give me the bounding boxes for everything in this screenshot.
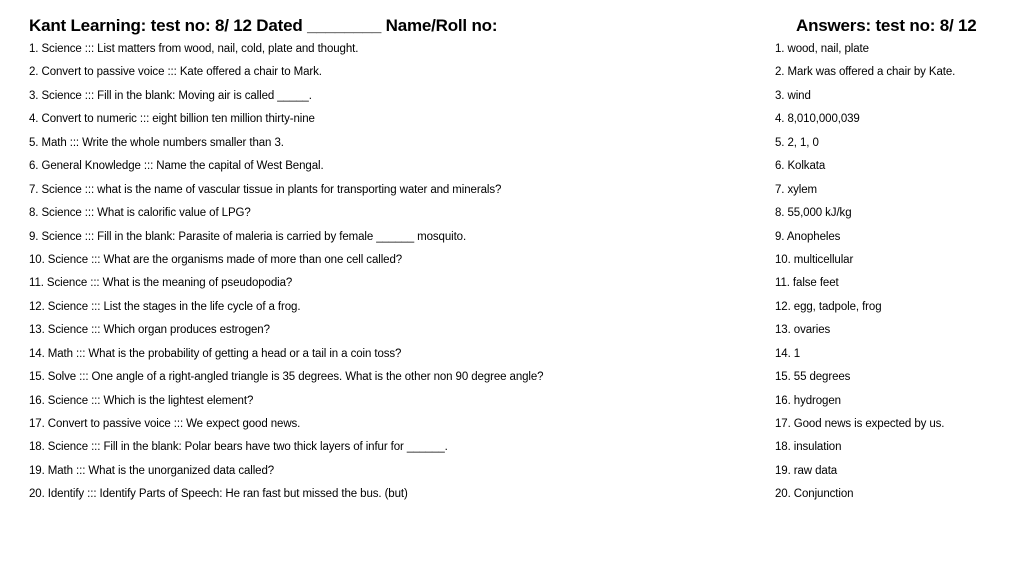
question-item: 1. Science ::: List matters from wood, nail, cold, plate and thought. <box>29 43 359 55</box>
question-item: 9. Science ::: Fill in the blank: Parasite of maleria is carried by female ______ mosquito. <box>29 230 467 243</box>
answer-item: 13. ovaries <box>775 324 831 337</box>
answer-item: 11. false feet <box>775 277 839 290</box>
answer-item: 1. wood, nail, plate <box>775 43 869 55</box>
question-item: 13. Science ::: Which organ produces estrogen? <box>29 324 270 337</box>
question-item: 15. Solve ::: One angle of a right-angled triangle is 35 degrees. What is the other non 90 degree angle? <box>29 371 544 384</box>
question-item: 3. Science ::: Fill in the blank: Moving air is called _____. <box>29 89 312 102</box>
question-item: 11. Science ::: What is the meaning of pseudopodia? <box>29 277 293 290</box>
answer-item: 15. 55 degrees <box>775 371 851 384</box>
question-item: 10. Science ::: What are the organisms made of more than one cell called? <box>29 253 403 266</box>
answers-header-title: Answers: test no: 8/ 12 <box>796 16 977 35</box>
answer-item: 4. 8,010,000,039 <box>775 113 860 126</box>
question-item: 6. General Knowledge ::: Name the capital of West Bengal. <box>29 160 324 173</box>
answer-item: 8. 55,000 kJ/kg <box>775 207 852 220</box>
question-item: 18. Science ::: Fill in the blank: Polar bears have two thick layers of infur for ______. <box>29 441 448 454</box>
answer-item: 5. 2, 1, 0 <box>775 136 819 149</box>
question-item: 20. Identify ::: Identify Parts of Speech: He ran fast but missed the bus. (but) <box>29 488 408 501</box>
answer-item: 19. raw data <box>775 464 838 477</box>
answer-item: 18. insulation <box>775 441 842 454</box>
question-item: 19. Math ::: What is the unorganized data called? <box>29 464 275 477</box>
answer-item: 9. Anopheles <box>775 230 841 243</box>
answer-item: 7. xylem <box>775 183 818 196</box>
question-item: 17. Convert to passive voice ::: We expect good news. <box>29 418 301 430</box>
answer-item: 20. Conjunction <box>775 488 854 501</box>
answer-item: 12. egg, tadpole, frog <box>775 300 882 313</box>
question-item: 5. Math ::: Write the whole numbers smaller than 3. <box>29 136 284 149</box>
question-item: 14. Math ::: What is the probability of getting a head or a tail in a coin toss? <box>29 347 402 360</box>
answer-item: 2. Mark was offered a chair by Kate. <box>775 66 956 79</box>
answer-item: 3. wind <box>775 89 811 102</box>
questions-list <box>29 38 759 507</box>
question-item: 2. Convert to passive voice ::: Kate offered a chair to Mark. <box>29 66 322 79</box>
answers-list <box>775 38 1015 507</box>
answer-item: 14. 1 <box>775 347 801 360</box>
answer-item: 17. Good news is expected by us. <box>775 418 945 430</box>
question-item: 8. Science ::: What is calorific value of LPG? <box>29 207 251 220</box>
question-item: 12. Science ::: List the stages in the life cycle of a frog. <box>29 300 301 313</box>
answer-item: 6. Kolkata <box>775 160 826 173</box>
question-item: 7. Science ::: what is the name of vascular tissue in plants for transporting water and minerals? <box>29 183 502 196</box>
answer-item: 10. multicellular <box>775 253 854 266</box>
question-item: 4. Convert to numeric ::: eight billion ten million thirty-nine <box>29 113 315 126</box>
answer-item: 16. hydrogen <box>775 394 841 407</box>
question-item: 16. Science ::: Which is the lightest element? <box>29 394 254 407</box>
test-header-title: Kant Learning: test no: 8/ 12 Dated ________ Name/Roll no: <box>29 16 498 35</box>
